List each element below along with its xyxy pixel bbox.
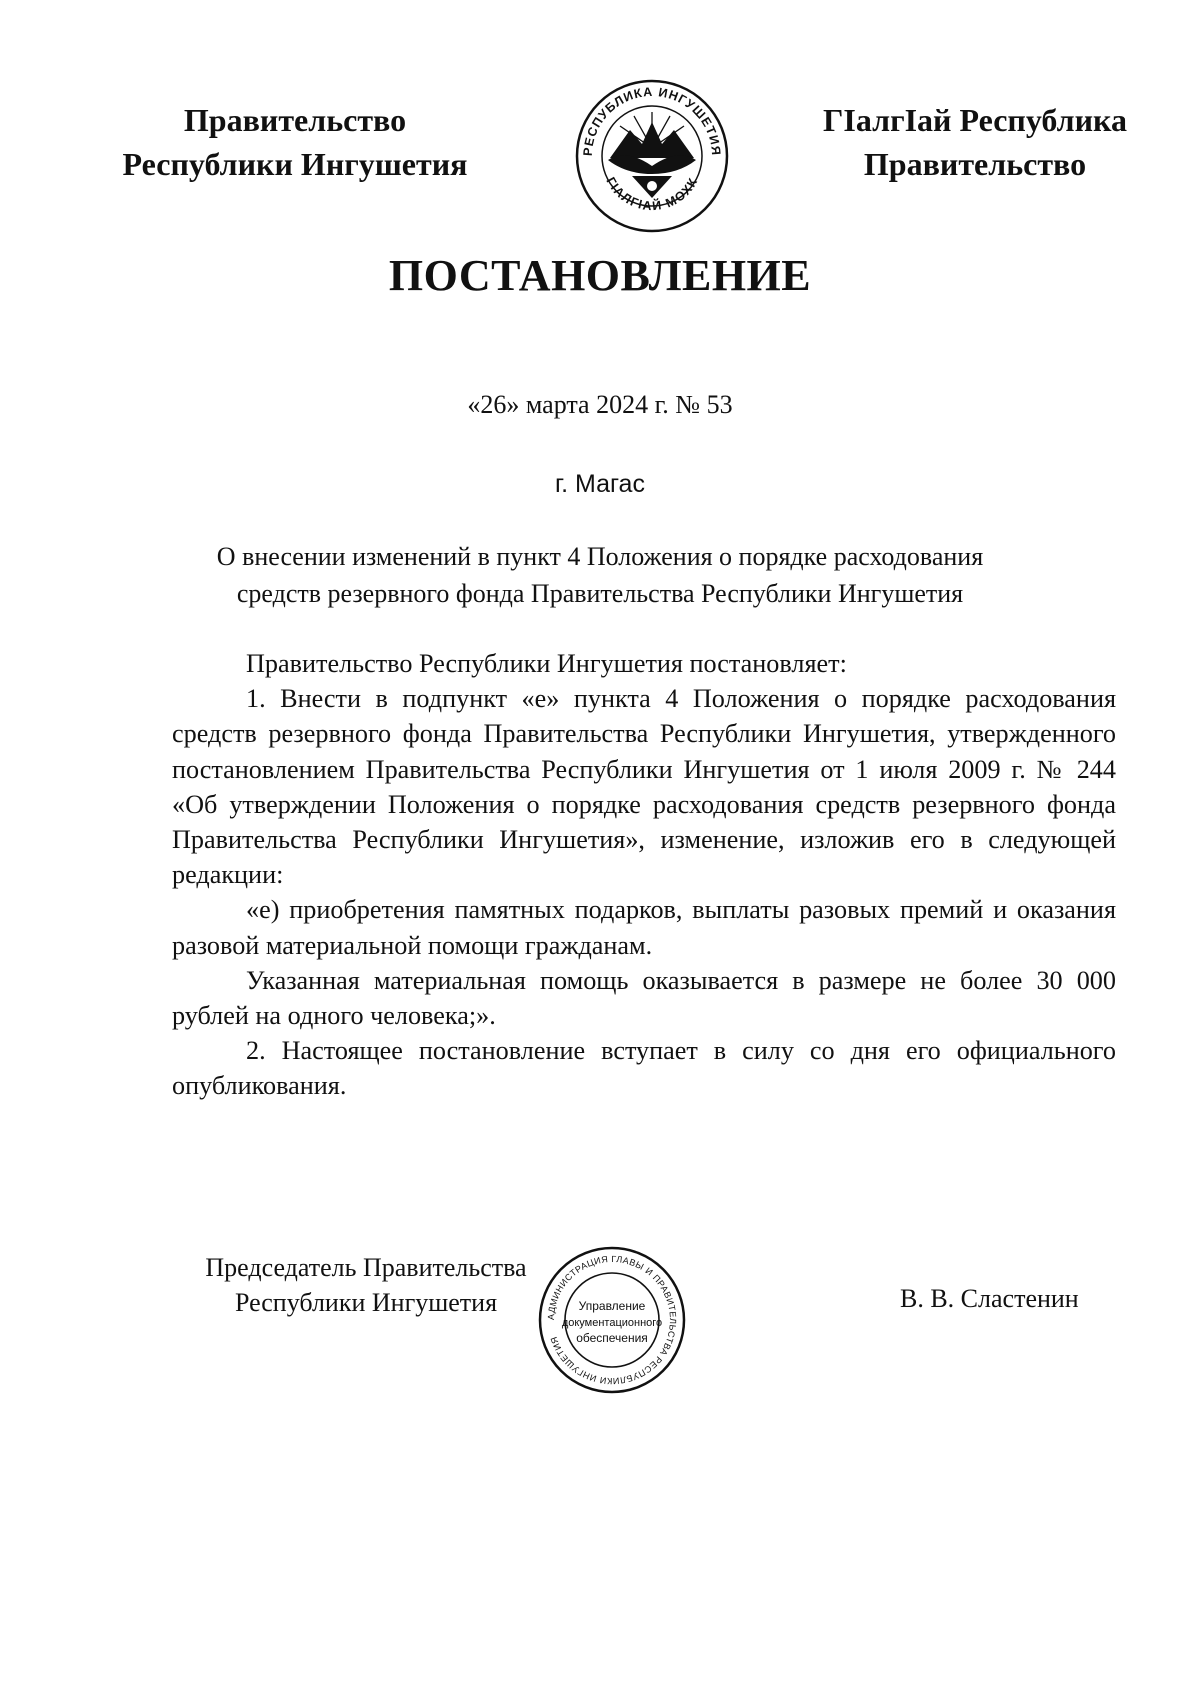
header-left-line2: Республики Ингушетия xyxy=(122,146,468,182)
document-body xyxy=(172,646,1116,1104)
stamp-center-line2: документационного xyxy=(561,1317,663,1329)
document-city: г. Магас xyxy=(555,470,645,498)
signatory-title-line1: Председатель Правительства xyxy=(205,1253,527,1282)
header-left-line1: Правительство xyxy=(183,102,407,138)
stamp-ring-text: АДМИНИСТРАЦИЯ ГЛАВЫ И ПРАВИТЕЛЬСТВА РЕСПУБЛИКИ ИНГУШЕТИЯ xyxy=(545,1253,679,1387)
signatory-title-line2: Республики Ингушетия xyxy=(234,1288,498,1317)
header-right xyxy=(790,98,1160,186)
signatory-title xyxy=(186,1250,546,1320)
emblem-ring-bottom-text: ГIАЛГIАЙ МОХК xyxy=(603,174,701,214)
document-date-number: «26» марта 2024 г. № 53 xyxy=(467,390,733,419)
ingushetia-coat-of-arms-icon xyxy=(574,78,730,234)
document-title: ПОСТАНОВЛЕНИЕ xyxy=(388,251,812,300)
subject-line2: средств резервного фонда Правительства Республики Ингушетия xyxy=(236,579,964,608)
body-paragraph-item-1: 1. Внести в подпункт «е» пункта 4 Положения о порядке расходования средств резервного фонда Правительства Республики Ингушетия, утвержденного постановлением Правительства Республики Ингушетия от 1 июля 2009 г. № 244 «Об утверждении Положения о порядке расходования средств резервного фонда Правительства Республики Ингушетия», изменение, изложив его в следующей редакции: xyxy=(172,684,1116,890)
body-paragraph-quote: «е) приобретения памятных подарков, выплаты разовых премий и оказания разовой материальной помощи гражданам. xyxy=(172,895,1116,960)
subject-line1: О внесении изменений в пункт 4 Положения о порядке расходования xyxy=(216,542,984,571)
header-right-line2: Правительство xyxy=(863,146,1087,182)
body-paragraph-amount: Указанная материальная помощь оказывается в размере не более 30 000 рублей на одного человека;». xyxy=(172,965,1116,1031)
signatory-name: В. В. Сластенин xyxy=(900,1284,1079,1313)
stamp-center-line3: обеспечения xyxy=(576,1331,648,1345)
stamp-center-line1: Управление xyxy=(578,1299,646,1313)
emblem-ring-top-text: РЕСПУБЛИКА ИНГУШЕТИЯ xyxy=(580,84,724,157)
round-stamp-icon xyxy=(536,1244,688,1396)
header-left xyxy=(110,98,480,186)
header-right-line1: ГIалгIай Республика xyxy=(823,102,1127,138)
body-paragraph-preamble: Правительство Республики Ингушетия постановляет: xyxy=(246,649,847,678)
document-subject xyxy=(180,538,1020,612)
body-paragraph-item-2: 2. Настоящее постановление вступает в силу со дня его официального опубликования. xyxy=(172,1036,1116,1101)
